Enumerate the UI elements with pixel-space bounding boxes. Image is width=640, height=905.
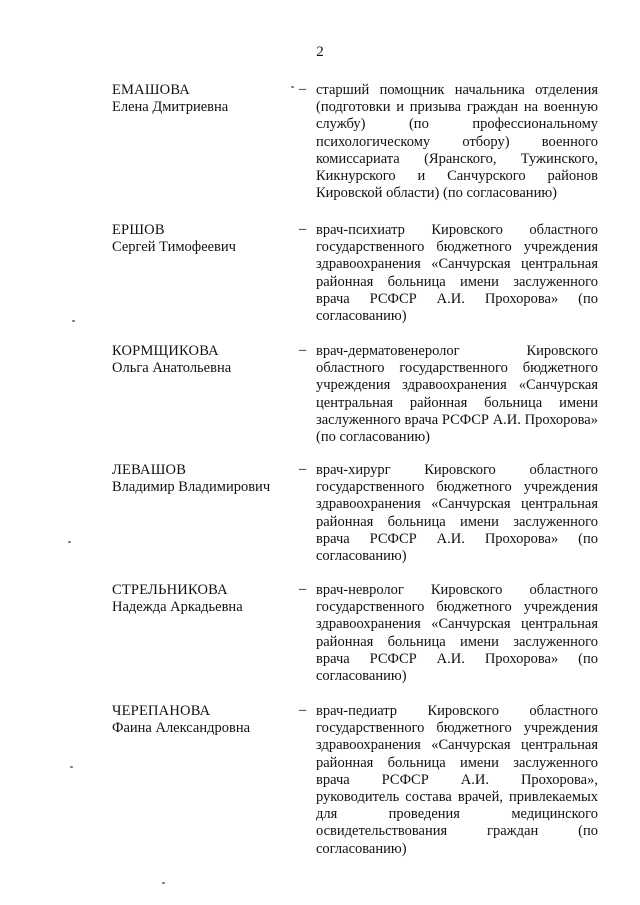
member-surname: КОРМЩИКОВА <box>112 343 219 359</box>
member-given-names: Надежда Аркадьевна <box>112 599 243 615</box>
member-role: врач-хирург Кировского областного государственного бюджетного учреждения здравоохранения «Санчурская центральная районная больница имени заслуженного врача РСФСР А.И. Прохорова» (по согласованию) <box>316 462 598 565</box>
member-given-names: Сергей Тимофеевич <box>112 239 236 255</box>
member-surname: ЕМАШОВА <box>112 82 190 98</box>
page-number: 2 <box>316 44 324 60</box>
member-surname: ЕРШОВ <box>112 222 165 238</box>
member-role: врач-дерматовенеролог Кировского областного государственного бюджетного учреждения здравоохранения «Санчурская центральная районная больница имени заслуженного врача РСФСР А.И. Прохорова» (по согласованию) <box>316 343 598 446</box>
member-name-block <box>112 462 292 496</box>
separator-dash: – <box>299 81 307 97</box>
scan-speck <box>70 766 73 768</box>
member-role: врач-психиатр Кировского областного государственного бюджетного учреждения здравоохранения «Санчурская центральная районная больница имени заслуженного врача РСФСР А.И. Прохорова» (по согласованию) <box>316 222 598 325</box>
member-role: врач-невролог Кировского областного государственного бюджетного учреждения здравоохранения «Санчурская центральная районная больница имени заслуженного врача РСФСР А.И. Прохорова» (по согласованию) <box>316 582 598 685</box>
separator-dash: – <box>299 581 307 597</box>
member-surname: ЧЕРЕПАНОВА <box>112 703 211 719</box>
member-given-names: Ольга Анатольевна <box>112 360 232 376</box>
member-name-block <box>112 343 292 377</box>
member-role: старший помощник начальника отделения (подготовки и призыва граждан на военную службу) (по профессиональному психологическому отбору) военного комиссариата (Яранского, Тужинского, Кикнурского и Санчурского районов Кировской области) (по согласованию) <box>316 82 598 202</box>
separator-dash: – <box>299 702 307 718</box>
scan-speck <box>162 882 165 884</box>
scan-speck <box>72 320 75 322</box>
separator-dash: – <box>299 221 307 237</box>
scan-speck <box>68 541 71 543</box>
member-given-names: Елена Дмитриевна <box>112 99 229 115</box>
scan-speck <box>291 86 294 88</box>
member-name-block <box>112 222 292 256</box>
member-name-block <box>112 703 292 737</box>
member-role: врач-педиатр Кировского областного государственного бюджетного учреждения здравоохранения «Санчурская центральная районная больница имени заслуженного врача РСФСР А.И. Прохорова», руководитель состава врачей, привлекаемых для проведения медицинского освидетельствования граждан (по согласованию) <box>316 703 598 857</box>
member-surname: ЛЕВАШОВ <box>112 462 187 478</box>
separator-dash: – <box>299 461 307 477</box>
member-given-names: Владимир Владимирович <box>112 479 271 495</box>
member-name-block <box>112 582 292 616</box>
separator-dash: – <box>299 342 307 358</box>
member-surname: СТРЕЛЬНИКОВА <box>112 582 228 598</box>
member-given-names: Фаина Александровна <box>112 720 251 736</box>
member-name-block <box>112 82 292 116</box>
